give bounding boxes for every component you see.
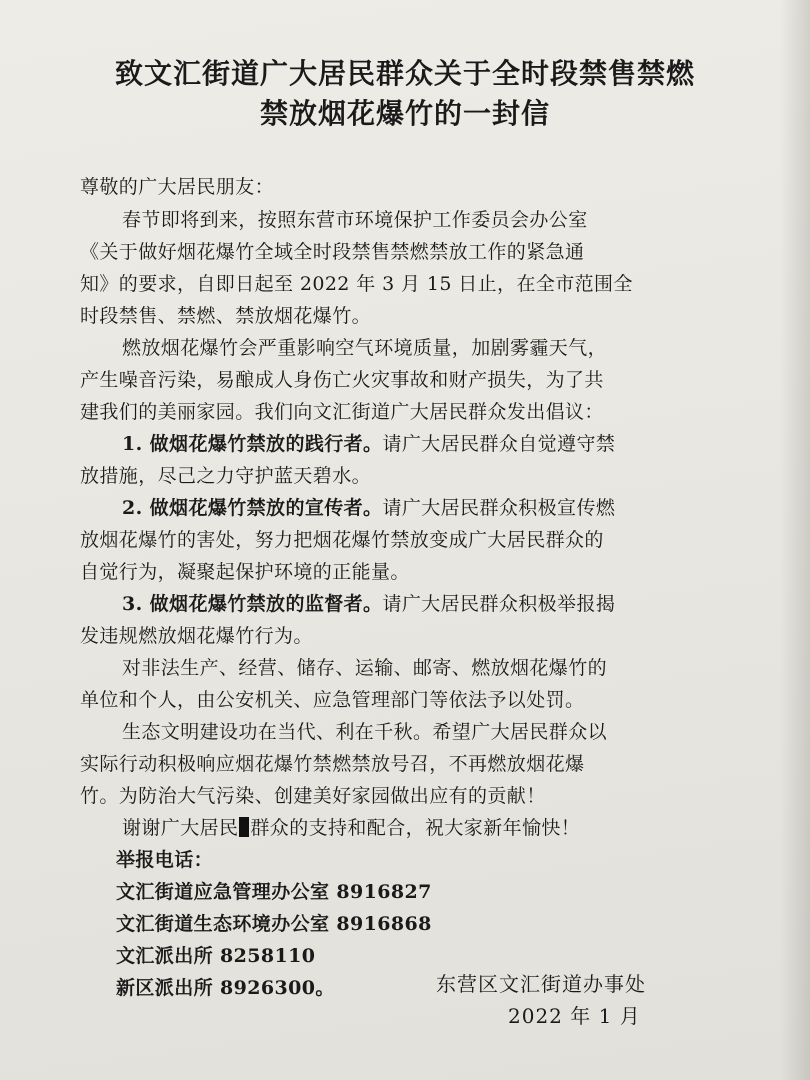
- paragraph3-line: 对非法生产、经营、储存、运输、邮寄、燃放烟花爆竹的: [122, 657, 608, 679]
- paragraph4-line: 实际行动积极响应烟花爆竹禁燃禁放号召，不再燃放烟花爆: [80, 753, 585, 775]
- paragraph1-line: 春节即将到来，按照东营市环境保护工作委员会办公室: [122, 209, 588, 231]
- page-shadow: [780, 0, 810, 1080]
- paragraph2-line: 建我们的美丽家园。我们向文汇街道广大居民群众发出倡议：: [80, 401, 604, 423]
- title-line-2: 禁放烟花爆竹的一封信: [259, 97, 550, 130]
- paragraph1-line: 时段禁售、禁燃、禁放烟花爆竹。: [80, 305, 372, 327]
- item3-text: 请广大居民群众积极举报揭: [382, 593, 616, 615]
- paragraph4-line: 生态文明建设功在当代、利在千秋。希望广大居民群众以: [122, 721, 608, 743]
- signature-date: 2022 年 1 月: [508, 1004, 641, 1028]
- salutation: 尊敬的广大居民朋友：: [80, 176, 275, 198]
- item3-line: 发违规燃放烟花爆竹行为。: [80, 625, 313, 647]
- item3-heading: 3. 做烟花爆竹禁放的监督者。: [122, 593, 383, 615]
- paragraph1-line: 知》的要求，自即日起至 2022 年 3 月 15 日止，在全市范围全: [80, 273, 633, 295]
- item1-text: 请广大居民群众自觉遵守禁: [382, 433, 616, 455]
- item1-line: 放措施，尽己之力守护蓝天碧水。: [80, 465, 372, 487]
- item2-line: 放烟花爆竹的害处，努力把烟花爆竹禁放变成广大居民群众的: [80, 529, 604, 551]
- paragraph1-line: 《关于做好烟花爆竹全域全时段禁售禁燃禁放工作的紧急通: [80, 241, 585, 263]
- item2-text: 请广大居民群众积极宣传燃: [382, 497, 616, 519]
- title-line-1: 致文汇街道广大居民群众关于全时段禁售禁燃: [114, 57, 695, 90]
- thanks-line: [122, 813, 580, 840]
- paragraph2-line: 产生噪音污染，易酿成人身伤亡火灾事故和财产损失，为了共: [80, 369, 604, 391]
- contact-line: 文汇派出所 8258110: [116, 945, 316, 967]
- contact-line: 新区派出所 8926300。: [116, 977, 335, 999]
- redaction-mark: [239, 817, 249, 837]
- thanks-text-after: 群众的支持和配合，祝大家新年愉快！: [250, 817, 581, 839]
- item2-first-line: [122, 493, 615, 520]
- paragraph4-line: 竹。为防治大气污染、创建美好家园做出应有的贡献！: [80, 785, 546, 807]
- signature-org: 东营区文汇街道办事处: [436, 972, 646, 996]
- report-phone-heading: 举报电话：: [116, 849, 214, 871]
- item1-heading: 1. 做烟花爆竹禁放的践行者。: [122, 433, 383, 455]
- item3-first-line: [122, 589, 615, 616]
- item1-first-line: [122, 429, 615, 456]
- contact-line: 文汇街道生态环境办公室 8916868: [116, 913, 432, 935]
- paragraph2-line: 燃放烟花爆竹会严重影响空气环境质量，加剧雾霾天气，: [122, 337, 608, 359]
- thanks-text-before: 谢谢广大居民: [122, 817, 239, 839]
- item2-heading: 2. 做烟花爆竹禁放的宣传者。: [122, 497, 383, 519]
- item2-line: 自觉行为，凝聚起保护环境的正能量。: [80, 561, 410, 583]
- paragraph3-line: 单位和个人，由公安机关、应急管理部门等依法予以处罚。: [80, 689, 585, 711]
- contact-line: 文汇街道应急管理办公室 8916827: [116, 881, 432, 903]
